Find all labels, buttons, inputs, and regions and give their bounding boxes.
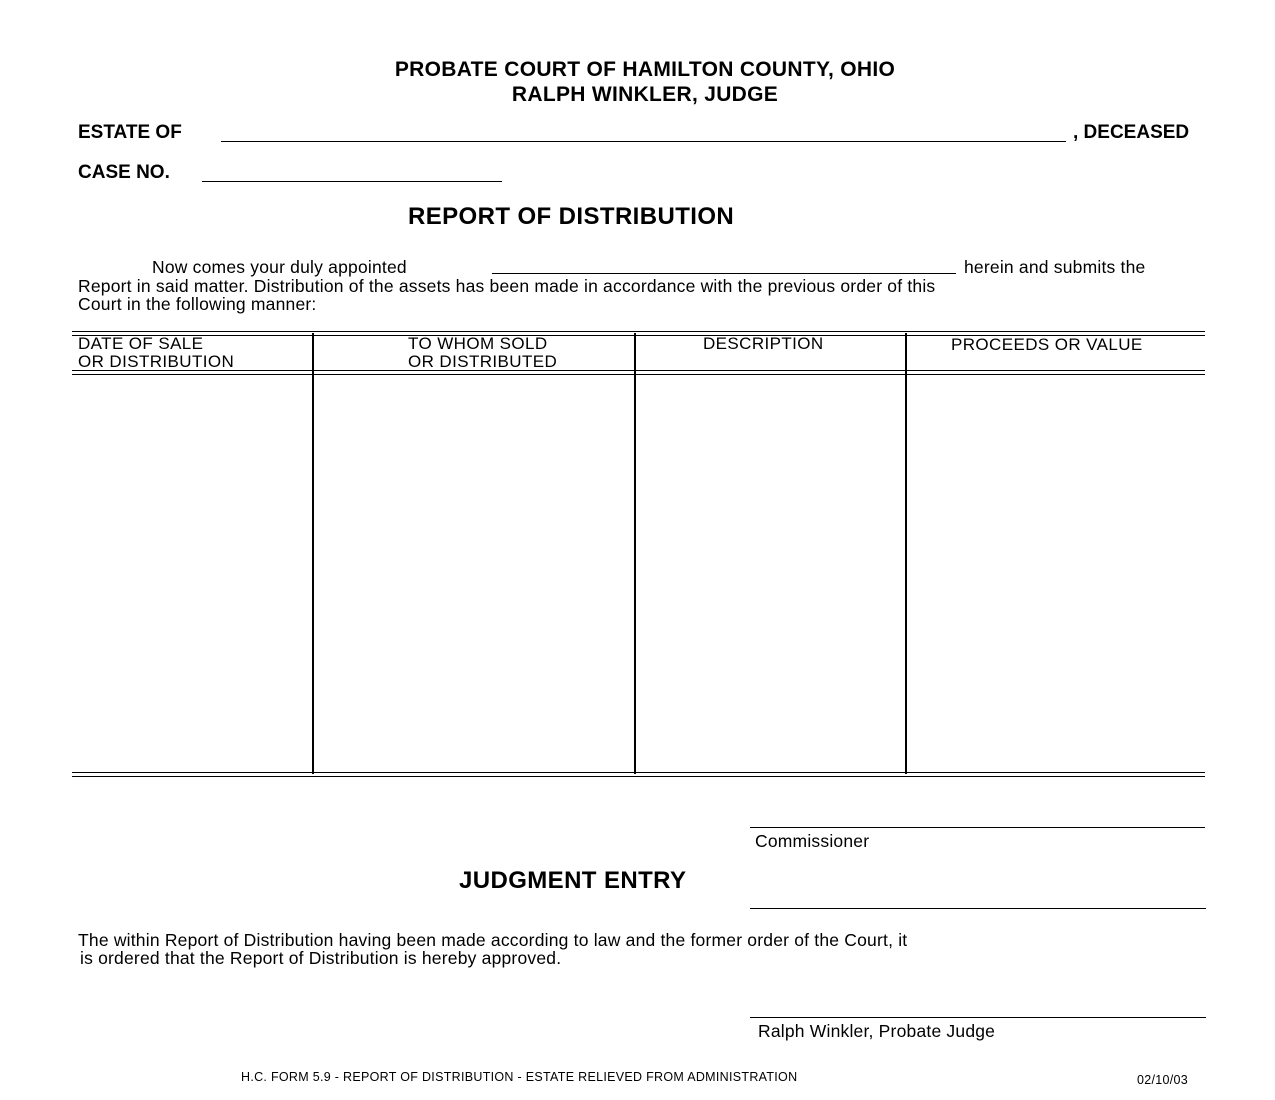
column-header-line: DATE OF SALE [78,334,204,353]
deceased-label: , DECEASED [1073,122,1190,143]
column-header-line: TO WHOM SOLD [408,334,548,353]
recipient-column-cell[interactable] [316,377,632,771]
form-date: 02/10/03 [1137,1073,1189,1087]
table-bottom-rule [72,772,1205,773]
form-title: H.C. FORM 5.9 - REPORT OF DISTRIBUTION - ESTATE RELIEVED FROM ADMINISTRATION [241,1070,798,1084]
estate-name-field[interactable] [221,141,1066,142]
report-title: REPORT OF DISTRIBUTION [408,203,735,230]
case-number-field[interactable] [202,181,502,182]
judge-signature-line[interactable] [750,1017,1206,1018]
judgment-title: JUDGMENT ENTRY [459,867,687,894]
intro-start: Now comes your duly appointed [152,257,407,277]
commissioner-label: Commissioner [755,831,870,851]
court-name: PROBATE COURT OF HAMILTON COUNTY, OHIO [394,58,896,81]
commissioner-signature-line[interactable] [750,827,1205,828]
description-column-cell[interactable] [638,377,903,771]
column-divider [312,333,314,774]
intro-line-3: Court in the following manner: [78,294,317,314]
column-header-line: OR DISTRIBUTED [408,352,558,371]
judgment-line-2: is ordered that the Report of Distribution is hereby approved. [80,948,562,968]
column-divider [905,333,907,774]
column-header-recipient [408,335,557,371]
column-header-date [78,335,234,371]
intro-line-2: Report in said matter. Distribution of the assets has been made in accordance with the previous order of this [78,276,936,296]
case-label: CASE NO. [78,162,170,183]
column-header-line: OR DISTRIBUTION [78,352,235,371]
judge-signature-label: Ralph Winkler, Probate Judge [758,1021,996,1041]
judgment-signature-line[interactable] [750,908,1206,909]
fiduciary-field[interactable] [492,273,956,274]
intro-end: herein and submits the [964,257,1146,277]
column-header-description: DESCRIPTION [703,334,824,353]
table-top-rule [72,331,1205,332]
estate-label: ESTATE OF [78,122,182,143]
judge-line: RALPH WINKLER, JUDGE [511,83,779,106]
proceeds-column-cell[interactable] [909,377,1203,771]
header-bottom-rule-inner [72,374,1205,375]
date-column-cell[interactable] [74,377,310,771]
table-bottom-rule-inner [72,776,1205,777]
header-bottom-rule [72,370,1205,371]
column-divider [634,333,636,774]
column-header-proceeds: PROCEEDS OR VALUE [951,335,1143,354]
judgment-line-1: The within Report of Distribution having been made according to law and the former order of the Court, it [78,930,908,950]
